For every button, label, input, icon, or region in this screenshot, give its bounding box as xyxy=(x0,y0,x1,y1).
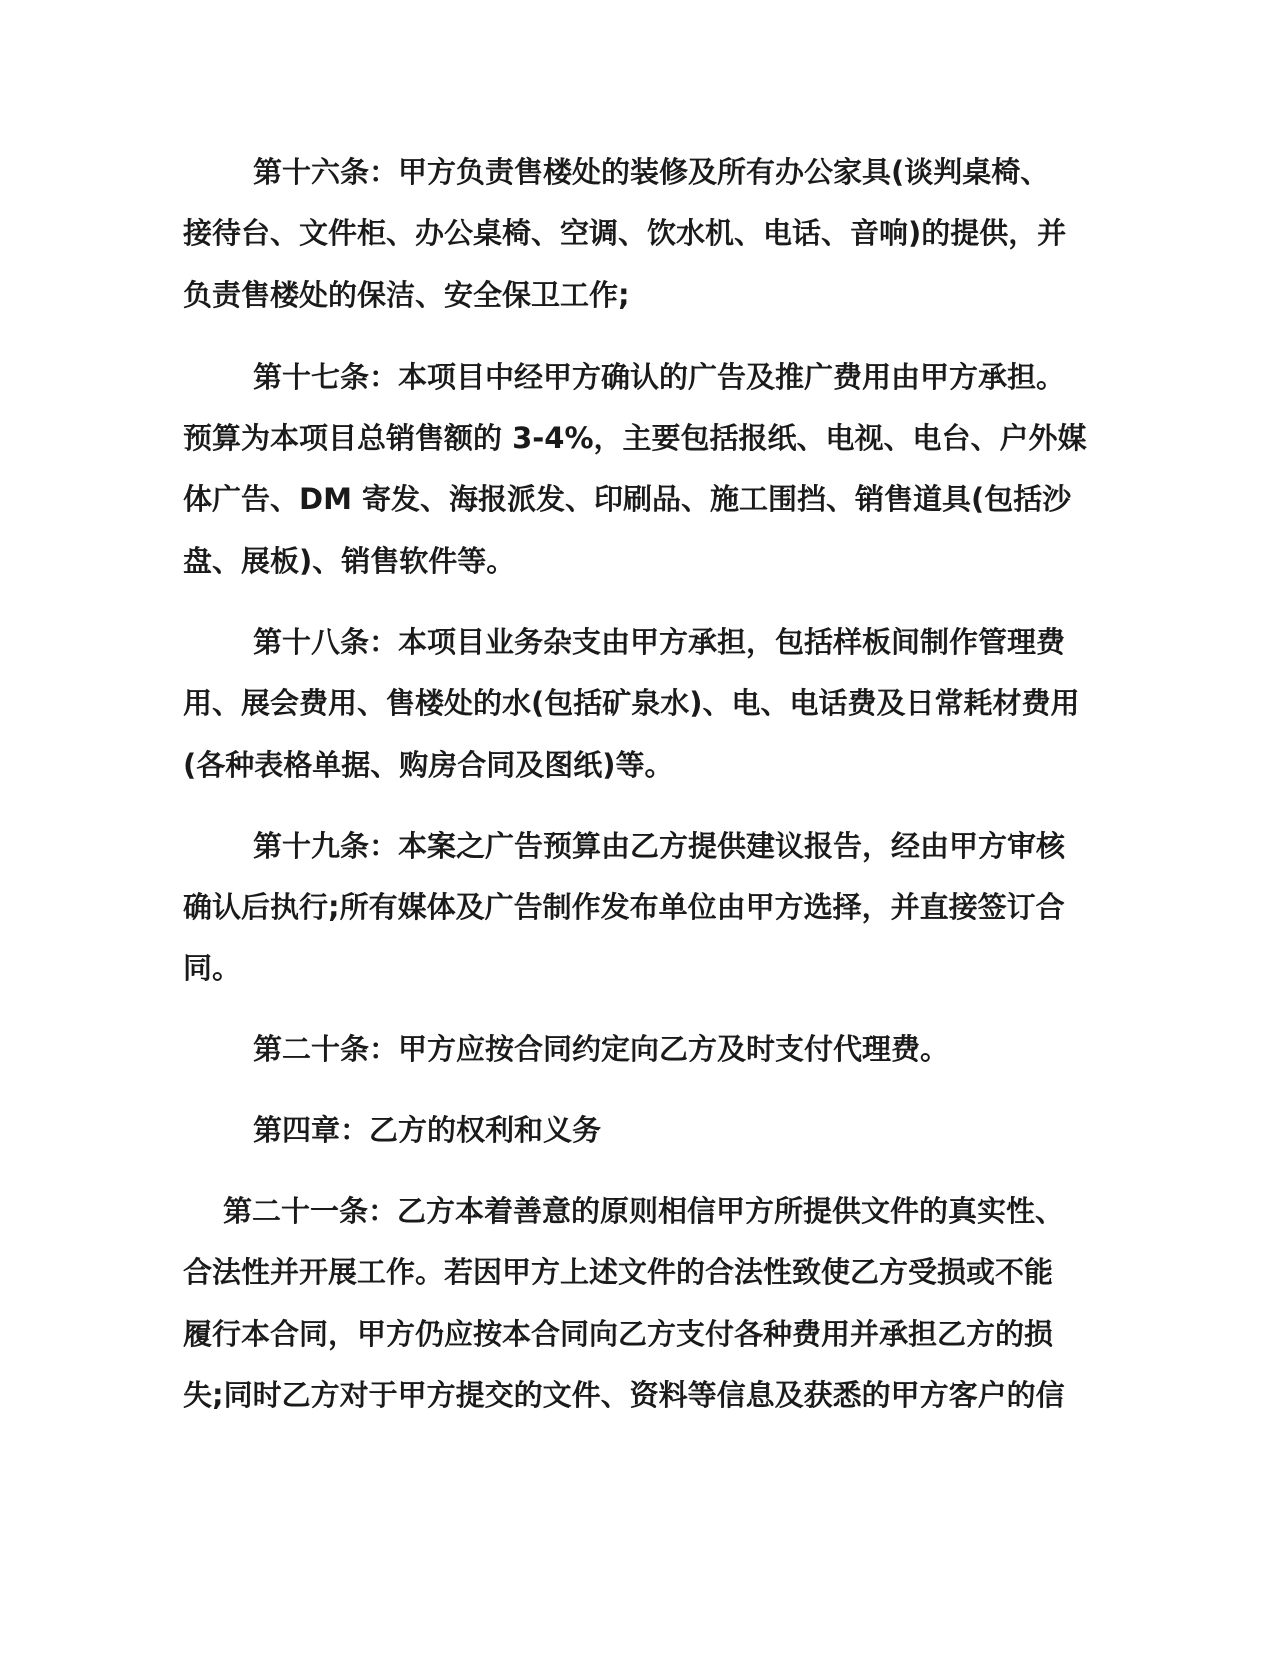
article-16-line-1: 第十六条：甲方负责售楼处的装修及所有办公家具(谈判桌椅、 xyxy=(253,155,1050,189)
article-19-line-2: 确认后执行;所有媒体及广告制作发布单位由甲方选择，并直接签订合 xyxy=(183,890,1065,924)
article-21-line-1: 第二十一条：乙方本着善意的原则相信甲方所提供文件的真实性、 xyxy=(223,1194,1065,1228)
article-21-line-3: 履行本合同，甲方仍应按本合同向乙方支付各种费用并承担乙方的损 xyxy=(183,1317,1054,1351)
chapter-4-heading: 第四章：乙方的权利和义务 xyxy=(253,1113,602,1147)
article-18-line-3: (各种表格单据、购房合同及图纸)等。 xyxy=(183,748,674,782)
article-21-line-4: 失;同时乙方对于甲方提交的文件、资料等信息及获悉的甲方客户的信 xyxy=(183,1378,1065,1412)
article-17-line-4: 盘、展板)、销售软件等。 xyxy=(183,544,516,578)
article-21-line-2: 合法性并开展工作。若因甲方上述文件的合法性致使乙方受损或不能 xyxy=(183,1255,1054,1289)
article-18-line-1: 第十八条：本项目业务杂支由甲方承担，包括样板间制作管理费 xyxy=(253,625,1066,659)
article-17-line-3: 体广告、DM 寄发、海报派发、印刷品、施工围挡、销售道具(包括沙 xyxy=(183,482,1072,516)
article-17-line-1: 第十七条：本项目中经甲方确认的广告及推广费用由甲方承担。 xyxy=(253,360,1066,394)
article-16-line-3: 负责售楼处的保洁、安全保卫工作; xyxy=(183,278,630,312)
article-20-line-1: 第二十条：甲方应按合同约定向乙方及时支付代理费。 xyxy=(253,1032,950,1066)
article-18-line-2: 用、展会费用、售楼处的水(包括矿泉水)、电、电话费及日常耗材费用 xyxy=(183,686,1080,720)
article-19-line-3: 同。 xyxy=(183,951,242,985)
article-17-line-2: 预算为本项目总销售额的 3-4%，主要包括报纸、电视、电台、户外媒 xyxy=(183,421,1087,455)
article-19-line-1: 第十九条：本案之广告预算由乙方提供建议报告，经由甲方审核 xyxy=(253,829,1066,863)
article-16-line-2: 接待台、文件柜、办公桌椅、空调、饮水机、电话、音响)的提供，并 xyxy=(183,216,1067,250)
